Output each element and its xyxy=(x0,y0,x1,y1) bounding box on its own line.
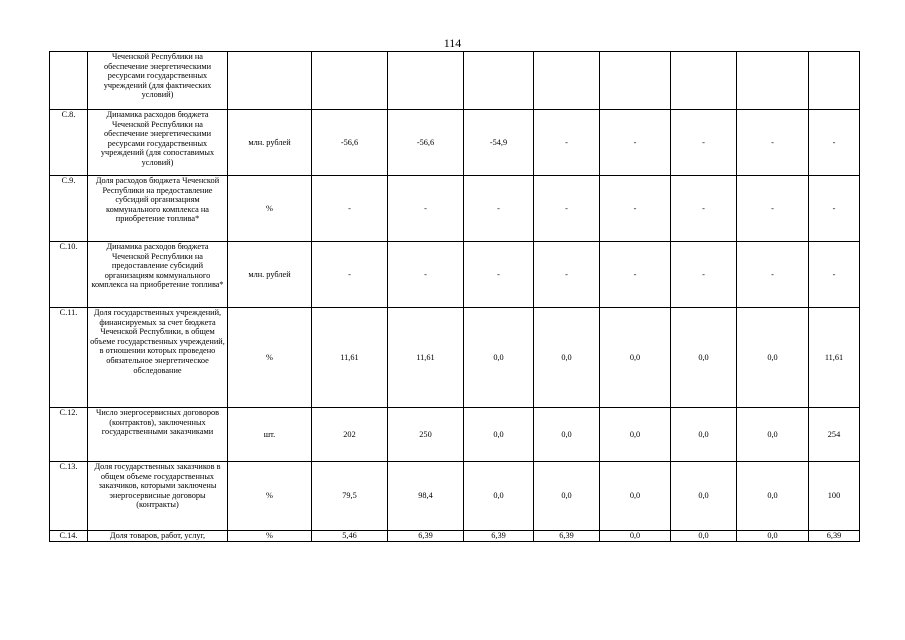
row-value: - xyxy=(464,176,534,242)
row-value: - xyxy=(600,110,671,176)
row-value: 0,0 xyxy=(671,408,737,462)
page-number: 114 xyxy=(443,36,462,50)
row-value: 0,0 xyxy=(737,462,809,531)
row-unit: % xyxy=(228,176,312,242)
row-code: С.12. xyxy=(50,408,88,462)
row-value: 202 xyxy=(312,408,388,462)
row-description: Доля государственных заказчиков в общем объеме государственных заказчиков, которыми заключены энергосервисные договоры (контракты) xyxy=(88,462,228,531)
table-row xyxy=(50,531,860,542)
row-value: - xyxy=(737,176,809,242)
row-value: 6,39 xyxy=(809,531,860,542)
row-code: С.14. xyxy=(50,531,88,542)
table-row xyxy=(50,52,860,110)
row-value: 0,0 xyxy=(464,462,534,531)
row-value: 79,5 xyxy=(312,462,388,531)
row-value: - xyxy=(312,176,388,242)
row-value xyxy=(464,52,534,110)
row-value xyxy=(600,52,671,110)
row-value: 0,0 xyxy=(737,408,809,462)
row-description: Динамика расходов бюджета Чеченской Республики на обеспечение энергетическими ресурсами государственных учреждений (для сопоставимых условий) xyxy=(88,110,228,176)
row-value: - xyxy=(534,176,600,242)
row-description: Чеченской Республики на обеспечение энергетическими ресурсами государственных учреждений (для фактических условий) xyxy=(88,52,228,110)
table-row xyxy=(50,308,860,408)
row-value: - xyxy=(737,242,809,308)
row-unit: млн. рублей xyxy=(228,242,312,308)
row-value: 0,0 xyxy=(464,408,534,462)
row-value: 0,0 xyxy=(534,308,600,408)
row-value: - xyxy=(809,110,860,176)
row-unit: % xyxy=(228,308,312,408)
row-value: - xyxy=(809,242,860,308)
row-unit xyxy=(228,52,312,110)
row-value: - xyxy=(312,242,388,308)
row-value: -54,9 xyxy=(464,110,534,176)
row-value: 11,61 xyxy=(312,308,388,408)
row-value: 6,39 xyxy=(464,531,534,542)
row-description: Число энергосервисных договоров (контрактов), заключенных государственными заказчиками xyxy=(88,408,228,462)
indicators-table xyxy=(49,51,860,542)
row-value: 0,0 xyxy=(600,308,671,408)
row-value: 100 xyxy=(809,462,860,531)
row-value: 250 xyxy=(388,408,464,462)
row-description: Динамика расходов бюджета Чеченской Республики на предоставление субсидий организациям коммунального комплекса на приобретение топлива* xyxy=(88,242,228,308)
row-code: С.11. xyxy=(50,308,88,408)
row-value xyxy=(388,52,464,110)
row-value: 0,0 xyxy=(671,462,737,531)
row-value: - xyxy=(388,176,464,242)
row-value: - xyxy=(534,110,600,176)
row-value: -56,6 xyxy=(388,110,464,176)
row-value: - xyxy=(671,110,737,176)
row-unit: % xyxy=(228,462,312,531)
table-row xyxy=(50,110,860,176)
row-value: 11,61 xyxy=(388,308,464,408)
row-description: Доля расходов бюджета Чеченской Республики на предоставление субсидий организациям коммунального комплекса на приобретение топлива* xyxy=(88,176,228,242)
row-code: С.8. xyxy=(50,110,88,176)
row-value: 0,0 xyxy=(737,308,809,408)
row-value: 0,0 xyxy=(671,308,737,408)
row-value: - xyxy=(464,242,534,308)
row-value: 0,0 xyxy=(671,531,737,542)
row-value: 0,0 xyxy=(534,462,600,531)
row-description: Доля товаров, работ, услуг, xyxy=(88,531,228,542)
row-value: 5,46 xyxy=(312,531,388,542)
row-value: -56,6 xyxy=(312,110,388,176)
row-value: - xyxy=(600,176,671,242)
row-value: - xyxy=(737,110,809,176)
row-value xyxy=(737,52,809,110)
row-value: 6,39 xyxy=(388,531,464,542)
row-value xyxy=(671,52,737,110)
row-value: 98,4 xyxy=(388,462,464,531)
row-value: 0,0 xyxy=(600,462,671,531)
row-value xyxy=(809,52,860,110)
row-value: - xyxy=(809,176,860,242)
table-row xyxy=(50,408,860,462)
row-unit: млн. рублей xyxy=(228,110,312,176)
row-code: С.9. xyxy=(50,176,88,242)
row-value: - xyxy=(671,176,737,242)
row-value: 254 xyxy=(809,408,860,462)
row-value: 0,0 xyxy=(464,308,534,408)
table-row xyxy=(50,462,860,531)
row-value: 0,0 xyxy=(737,531,809,542)
row-value: 6,39 xyxy=(534,531,600,542)
row-code: С.13. xyxy=(50,462,88,531)
row-value: 0,0 xyxy=(600,531,671,542)
row-value: - xyxy=(534,242,600,308)
row-value xyxy=(312,52,388,110)
row-value: - xyxy=(388,242,464,308)
row-unit: шт. xyxy=(228,408,312,462)
row-value: 11,61 xyxy=(809,308,860,408)
table-row xyxy=(50,242,860,308)
row-value: - xyxy=(600,242,671,308)
row-unit: % xyxy=(228,531,312,542)
row-value: 0,0 xyxy=(534,408,600,462)
table-row xyxy=(50,176,860,242)
row-value: - xyxy=(671,242,737,308)
row-description: Доля государственных учреждений, финансируемых за счет бюджета Чеченской Республики, в общем объеме государственных учреждений, в отношении которых проведено обязательное энергетическое обследование xyxy=(88,308,228,408)
row-value: 0,0 xyxy=(600,408,671,462)
row-code xyxy=(50,52,88,110)
row-code: С.10. xyxy=(50,242,88,308)
row-value xyxy=(534,52,600,110)
